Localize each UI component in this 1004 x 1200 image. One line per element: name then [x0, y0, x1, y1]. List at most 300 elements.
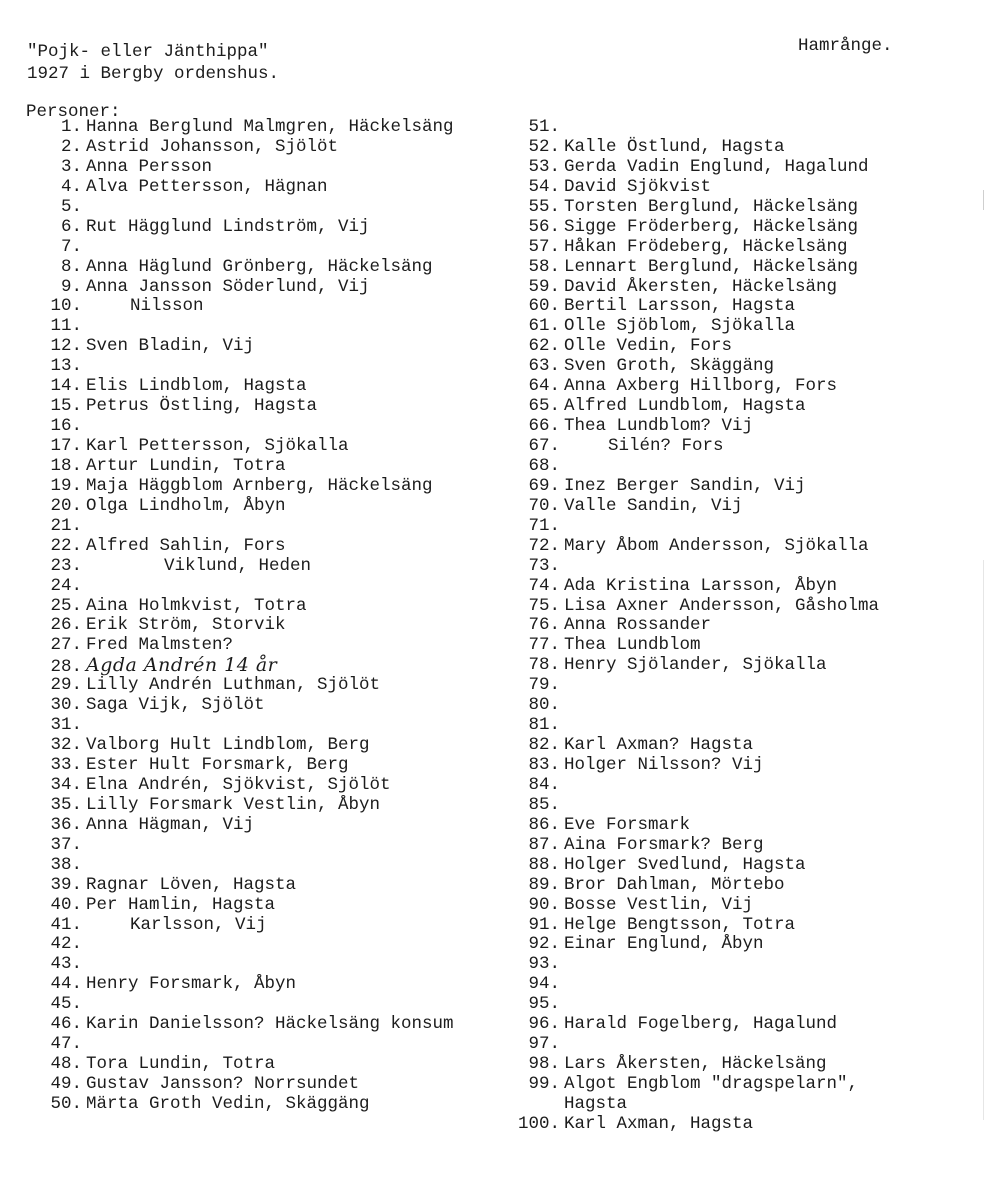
person-entry: Henry Forsmark, Åbyn — [86, 974, 297, 995]
item-number: 25. — [50, 595, 82, 616]
list-item — [26, 457, 506, 477]
person-entry — [560, 715, 564, 735]
list-item — [506, 736, 986, 756]
item-number: 55. — [528, 196, 560, 217]
list-item — [26, 616, 506, 636]
list-item — [26, 916, 506, 936]
list-item — [26, 557, 506, 577]
person-entry — [560, 974, 564, 994]
list-item — [506, 756, 986, 776]
item-number: 98. — [528, 1054, 560, 1075]
item-number: 51. — [528, 117, 560, 137]
margin-mark — [983, 190, 984, 210]
list-item — [506, 876, 986, 896]
list-item — [506, 656, 986, 676]
list-item — [26, 517, 506, 537]
person-entry: Aina Forsmark? Berg — [564, 834, 764, 855]
list-item — [506, 597, 986, 617]
list-item — [26, 597, 506, 617]
item-number: 47. — [50, 1034, 82, 1055]
list-item — [506, 1115, 986, 1135]
list-item — [506, 457, 986, 477]
list-item — [506, 1075, 986, 1095]
item-number: 34. — [50, 774, 82, 795]
person-entry — [82, 934, 86, 954]
margin-line — [983, 560, 984, 1120]
item-number: 35. — [50, 794, 82, 815]
person-entry: Saga Vijk, Sjölöt — [86, 695, 265, 716]
person-entry: Lars Åkersten, Häckelsäng — [564, 1054, 827, 1075]
list-item — [506, 1095, 986, 1115]
person-entry: Elis Lindblom, Hagsta — [86, 376, 307, 397]
left-name-list — [26, 118, 506, 1115]
item-number: 22. — [50, 535, 82, 556]
list-item — [26, 955, 506, 975]
item-number: 73. — [528, 555, 560, 576]
list-item — [26, 218, 506, 238]
item-number: 100. — [517, 1113, 560, 1134]
person-entry: Helge Bengtsson, Totra — [564, 914, 796, 935]
place-name: Hamrånge. — [798, 36, 893, 56]
list-item — [506, 716, 986, 736]
person-entry: Eve Forsmark — [564, 814, 691, 835]
list-item — [26, 836, 506, 856]
list-item — [506, 317, 986, 337]
item-number: 18. — [50, 455, 82, 476]
person-entry: Aina Holmkvist, Totra — [86, 595, 307, 616]
item-number: 85. — [528, 794, 560, 815]
person-entry — [82, 237, 86, 257]
list-item — [26, 577, 506, 597]
person-entry: Ester Hult Forsmark, Berg — [86, 755, 349, 775]
list-item — [506, 118, 986, 138]
list-item — [26, 876, 506, 896]
item-number: 29. — [50, 675, 82, 696]
list-item — [506, 337, 986, 357]
person-entry — [560, 117, 564, 137]
person-entry: Thea Lundblom? Vij — [564, 416, 754, 437]
item-number: 46. — [50, 1014, 82, 1035]
item-number: 70. — [528, 495, 560, 516]
item-number: 68. — [528, 455, 560, 476]
item-number: 28. — [50, 657, 82, 678]
item-number: 59. — [528, 276, 560, 297]
list-item — [506, 856, 986, 876]
person-entry: Karl Axman? Hagsta — [564, 735, 754, 756]
item-number: 11. — [50, 316, 82, 337]
list-item — [506, 477, 986, 497]
person-entry — [560, 954, 564, 974]
item-number: 27. — [50, 635, 82, 656]
list-item — [26, 178, 506, 198]
list-item — [26, 696, 506, 716]
list-item — [26, 1055, 506, 1075]
person-entry: Anna Jansson Söderlund, Vij — [86, 276, 370, 297]
person-entry: Lisa Axner Andersson, Gåsholma — [564, 595, 880, 616]
item-number: 2. — [60, 136, 82, 157]
item-number: 54. — [528, 176, 560, 197]
list-item — [506, 537, 986, 557]
person-entry — [82, 197, 86, 217]
list-item — [26, 736, 506, 756]
person-entry: Sigge Fröderberg, Häckelsäng — [564, 216, 859, 237]
list-item — [26, 198, 506, 218]
item-number: 43. — [50, 954, 82, 975]
item-number: 38. — [50, 854, 82, 875]
list-item — [506, 158, 986, 178]
list-item — [26, 297, 506, 317]
item-number: 53. — [528, 156, 560, 177]
list-item — [26, 278, 506, 298]
person-entry: Silén? Fors — [608, 436, 724, 456]
item-number: 74. — [528, 575, 560, 596]
item-number: 56. — [528, 216, 560, 237]
person-entry: Anna Axberg Hillborg, Fors — [564, 376, 838, 397]
list-item — [26, 357, 506, 377]
item-number: 69. — [528, 475, 560, 496]
item-number: 52. — [528, 136, 560, 157]
person-entry: Sven Groth, Skäggäng — [564, 356, 775, 377]
person-entry: Gustav Jansson? Norrsundet — [86, 1074, 360, 1094]
item-number: 13. — [50, 356, 82, 377]
item-number: 32. — [50, 735, 82, 756]
list-item — [26, 497, 506, 517]
item-number: 48. — [50, 1054, 82, 1075]
list-item — [506, 696, 986, 716]
item-number: 60. — [528, 296, 560, 317]
list-item — [26, 816, 506, 836]
item-number: 6. — [60, 216, 82, 237]
list-item — [506, 198, 986, 218]
person-entry: Mary Åbom Andersson, Sjökalla — [564, 535, 869, 556]
item-number: 14. — [50, 376, 82, 397]
person-entry: Erik Ström, Storvik — [86, 615, 286, 636]
list-item — [26, 636, 506, 656]
list-item — [506, 497, 986, 517]
person-entry — [82, 416, 86, 436]
item-number: 21. — [50, 515, 82, 536]
item-number: 31. — [50, 715, 82, 736]
item-number: 83. — [528, 755, 560, 775]
item-number: 37. — [50, 834, 82, 855]
item-number: 95. — [528, 994, 560, 1015]
list-item — [26, 317, 506, 337]
person-entry: Thea Lundblom — [564, 635, 701, 656]
person-entry: Holger Nilsson? Vij — [564, 755, 764, 775]
person-entry — [560, 675, 564, 695]
item-number: 20. — [50, 495, 82, 516]
list-item — [506, 357, 986, 377]
person-entry: Holger Svedlund, Hagsta — [564, 854, 806, 875]
person-entry: Alva Pettersson, Hägnan — [86, 176, 328, 197]
item-number: 44. — [50, 974, 82, 995]
item-number: 75. — [528, 595, 560, 616]
list-item — [506, 377, 986, 397]
list-item — [506, 557, 986, 577]
person-entry — [82, 994, 86, 1014]
item-number: 45. — [50, 994, 82, 1015]
list-item — [506, 397, 986, 417]
person-entry: Olga Lindholm, Åbyn — [86, 495, 286, 516]
list-item — [26, 716, 506, 736]
person-entry: Valle Sandin, Vij — [564, 495, 743, 516]
person-entry: Anna Rossander — [564, 615, 712, 636]
person-entry: Karl Axman, Hagsta — [564, 1113, 754, 1134]
item-number: 26. — [50, 615, 82, 636]
item-number: 72. — [528, 535, 560, 556]
item-number: 78. — [528, 655, 560, 676]
person-entry: Bosse Vestlin, Vij — [564, 894, 754, 915]
list-item — [26, 118, 506, 138]
person-entry: Karl Pettersson, Sjökalla — [86, 436, 349, 456]
person-entry: Ada Kristina Larsson, Åbyn — [564, 575, 838, 596]
person-entry: Alfred Sahlin, Fors — [86, 535, 286, 556]
person-entry — [560, 795, 564, 815]
item-number: 99. — [528, 1074, 560, 1094]
item-number: 81. — [528, 715, 560, 736]
person-entry: Alfred Lundblom, Hagsta — [564, 396, 806, 417]
item-number: 96. — [528, 1014, 560, 1035]
item-number: 63. — [528, 356, 560, 377]
person-entry — [560, 556, 564, 576]
list-item — [26, 896, 506, 916]
list-item — [26, 656, 506, 676]
list-item — [26, 856, 506, 876]
item-number: 61. — [528, 316, 560, 337]
person-entry: Bertil Larsson, Hagsta — [564, 296, 796, 317]
list-item — [26, 417, 506, 437]
item-number: 76. — [528, 615, 560, 636]
list-item — [26, 377, 506, 397]
person-entry: Bror Dahlman, Mörtebo — [564, 874, 785, 895]
list-item — [26, 258, 506, 278]
item-number: 64. — [528, 376, 560, 397]
item-number: 91. — [528, 914, 560, 935]
person-entry — [82, 516, 86, 536]
item-number: 40. — [50, 894, 82, 915]
person-entry — [560, 695, 564, 715]
item-number: 41. — [50, 914, 82, 935]
item-number: 57. — [528, 236, 560, 257]
list-item — [506, 616, 986, 636]
list-item — [26, 1015, 506, 1035]
person-entry: Karin Danielsson? Häckelsäng konsum — [86, 1014, 454, 1035]
item-number: 86. — [528, 814, 560, 835]
person-entry: Lilly Andrén Luthman, Sjölöt — [86, 675, 381, 696]
item-number: 8. — [60, 256, 82, 277]
person-entry: Hanna Berglund Malmgren, Häckelsäng — [86, 117, 454, 137]
person-entry: Inez Berger Sandin, Vij — [564, 475, 806, 496]
item-number: 66. — [528, 416, 560, 437]
handwritten-entry: Agda Andrén 14 år — [86, 654, 278, 677]
person-entry: Lennart Berglund, Häckelsäng — [564, 256, 859, 277]
person-entry: Olle Sjöblom, Sjökalla — [564, 316, 796, 337]
person-entry — [82, 1034, 86, 1054]
person-entry: Artur Lundin, Totra — [86, 455, 286, 476]
person-entry: Fred Malmsten? — [86, 635, 234, 656]
person-entry: Håkan Frödeberg, Häckelsäng — [564, 236, 848, 257]
person-entry: Tora Lundin, Totra — [86, 1054, 276, 1075]
item-number: 92. — [528, 934, 560, 955]
list-item — [506, 297, 986, 317]
list-item — [506, 238, 986, 258]
person-entry: Ragnar Löven, Hagsta — [86, 874, 297, 895]
item-number: 30. — [50, 695, 82, 716]
person-entry: Viklund, Heden — [164, 555, 312, 576]
person-entry: Einar Englund, Åbyn — [564, 934, 764, 955]
list-item — [506, 1015, 986, 1035]
person-entry: Algot Engblom "dragspelarn", — [564, 1074, 859, 1094]
person-entry — [82, 316, 86, 336]
list-item — [506, 138, 986, 158]
list-item — [506, 836, 986, 856]
person-entry: Per Hamlin, Hagsta — [86, 894, 276, 915]
person-entry: Valborg Hult Lindblom, Berg — [86, 735, 370, 756]
document-title — [27, 41, 279, 85]
section-label: Personer: — [26, 102, 121, 122]
person-entry: Märta Groth Vedin, Skäggäng — [86, 1093, 370, 1114]
person-entry: Anna Häglund Grönberg, Häckelsäng — [86, 256, 433, 277]
person-entry — [82, 356, 86, 376]
list-item — [506, 816, 986, 836]
list-item — [506, 1055, 986, 1075]
list-item — [506, 178, 986, 198]
list-item — [506, 916, 986, 936]
item-number: 10. — [50, 296, 82, 317]
item-number: 19. — [50, 475, 82, 496]
item-number: 58. — [528, 256, 560, 277]
list-item — [26, 437, 506, 457]
list-item — [506, 995, 986, 1015]
person-entry: David Sjökvist — [564, 176, 712, 197]
person-entry — [82, 715, 86, 735]
item-number: 49. — [50, 1074, 82, 1094]
person-entry: Harald Fogelberg, Hagalund — [564, 1014, 838, 1035]
person-entry: Anna Persson — [86, 156, 213, 177]
item-number: 67. — [528, 436, 560, 456]
person-entry: Kalle Östlund, Hagsta — [564, 136, 785, 157]
person-entry — [82, 835, 86, 855]
person-entry — [560, 456, 564, 476]
item-number: 9. — [60, 276, 82, 297]
item-number: 24. — [50, 575, 82, 596]
item-number: 82. — [528, 735, 560, 756]
person-entry — [560, 516, 564, 536]
person-entry: Henry Sjölander, Sjökalla — [564, 655, 827, 676]
list-item — [506, 796, 986, 816]
item-number: 4. — [60, 176, 82, 197]
person-entry: Torsten Berglund, Häckelsäng — [564, 196, 859, 217]
item-number: 33. — [50, 755, 82, 775]
list-item — [26, 138, 506, 158]
person-entry: Lilly Forsmark Vestlin, Åbyn — [86, 794, 381, 815]
title-line-1: "Pojk- eller Jänthippa" — [27, 42, 269, 62]
item-number: 94. — [528, 974, 560, 995]
list-item — [506, 218, 986, 238]
item-number: 62. — [528, 336, 560, 357]
item-number: 90. — [528, 894, 560, 915]
list-item — [506, 577, 986, 597]
list-item — [506, 437, 986, 457]
person-entry — [82, 855, 86, 875]
list-item — [506, 676, 986, 696]
item-number: 42. — [50, 934, 82, 955]
person-entry: Nilsson — [130, 296, 204, 317]
item-number: 87. — [528, 834, 560, 855]
person-entry: Anna Hägman, Vij — [86, 814, 255, 835]
list-item — [26, 995, 506, 1015]
item-number: 97. — [528, 1034, 560, 1055]
item-number: 65. — [528, 396, 560, 417]
list-item — [506, 935, 986, 955]
item-number: 77. — [528, 635, 560, 656]
item-number: 50. — [50, 1093, 82, 1114]
list-item — [506, 776, 986, 796]
list-item — [26, 1095, 506, 1115]
item-number: 80. — [528, 695, 560, 716]
list-item — [26, 1075, 506, 1095]
list-item — [26, 238, 506, 258]
person-entry: Rut Hägglund Lindström, Vij — [86, 216, 370, 237]
list-item — [506, 417, 986, 437]
list-item — [26, 676, 506, 696]
item-number: 5. — [60, 196, 82, 217]
item-number: 93. — [528, 954, 560, 975]
title-line-2: 1927 i Bergby ordenshus. — [27, 64, 280, 84]
list-item — [506, 636, 986, 656]
person-entry: Astrid Johansson, Sjölöt — [86, 136, 339, 157]
person-entry: Elna Andrén, Sjökvist, Sjölöt — [86, 774, 391, 795]
list-item — [26, 397, 506, 417]
item-number: 16. — [50, 416, 82, 437]
list-item — [26, 1035, 506, 1055]
list-item — [26, 975, 506, 995]
list-item — [506, 975, 986, 995]
list-item — [506, 1035, 986, 1055]
person-entry: Karlsson, Vij — [130, 914, 267, 935]
item-number: 15. — [50, 396, 82, 417]
list-item — [26, 337, 506, 357]
person-entry: David Åkersten, Häckelsäng — [564, 276, 838, 297]
list-item — [26, 477, 506, 497]
person-entry — [560, 994, 564, 1014]
person-entry — [82, 576, 86, 596]
item-number: 3. — [60, 156, 82, 177]
person-entry: Maja Häggblom Arnberg, Häckelsäng — [86, 475, 433, 496]
person-entry: Petrus Östling, Hagsta — [86, 396, 318, 417]
list-item — [26, 537, 506, 557]
item-number: 71. — [528, 515, 560, 536]
person-entry — [560, 1034, 564, 1054]
item-number: 88. — [528, 854, 560, 875]
item-number: 39. — [50, 874, 82, 895]
item-number: 17. — [50, 436, 82, 456]
person-entry: Gerda Vadin Englund, Hagalund — [564, 156, 869, 177]
item-number: 7. — [60, 236, 82, 257]
list-item — [506, 896, 986, 916]
item-number: 36. — [50, 814, 82, 835]
item-number: 89. — [528, 874, 560, 895]
list-item — [26, 935, 506, 955]
item-number: 12. — [50, 336, 82, 357]
list-item — [26, 776, 506, 796]
person-entry: Hagsta — [564, 1093, 628, 1114]
list-item — [506, 517, 986, 537]
list-item — [506, 258, 986, 278]
list-item — [506, 955, 986, 975]
item-number: 79. — [528, 675, 560, 696]
person-entry — [560, 775, 564, 795]
